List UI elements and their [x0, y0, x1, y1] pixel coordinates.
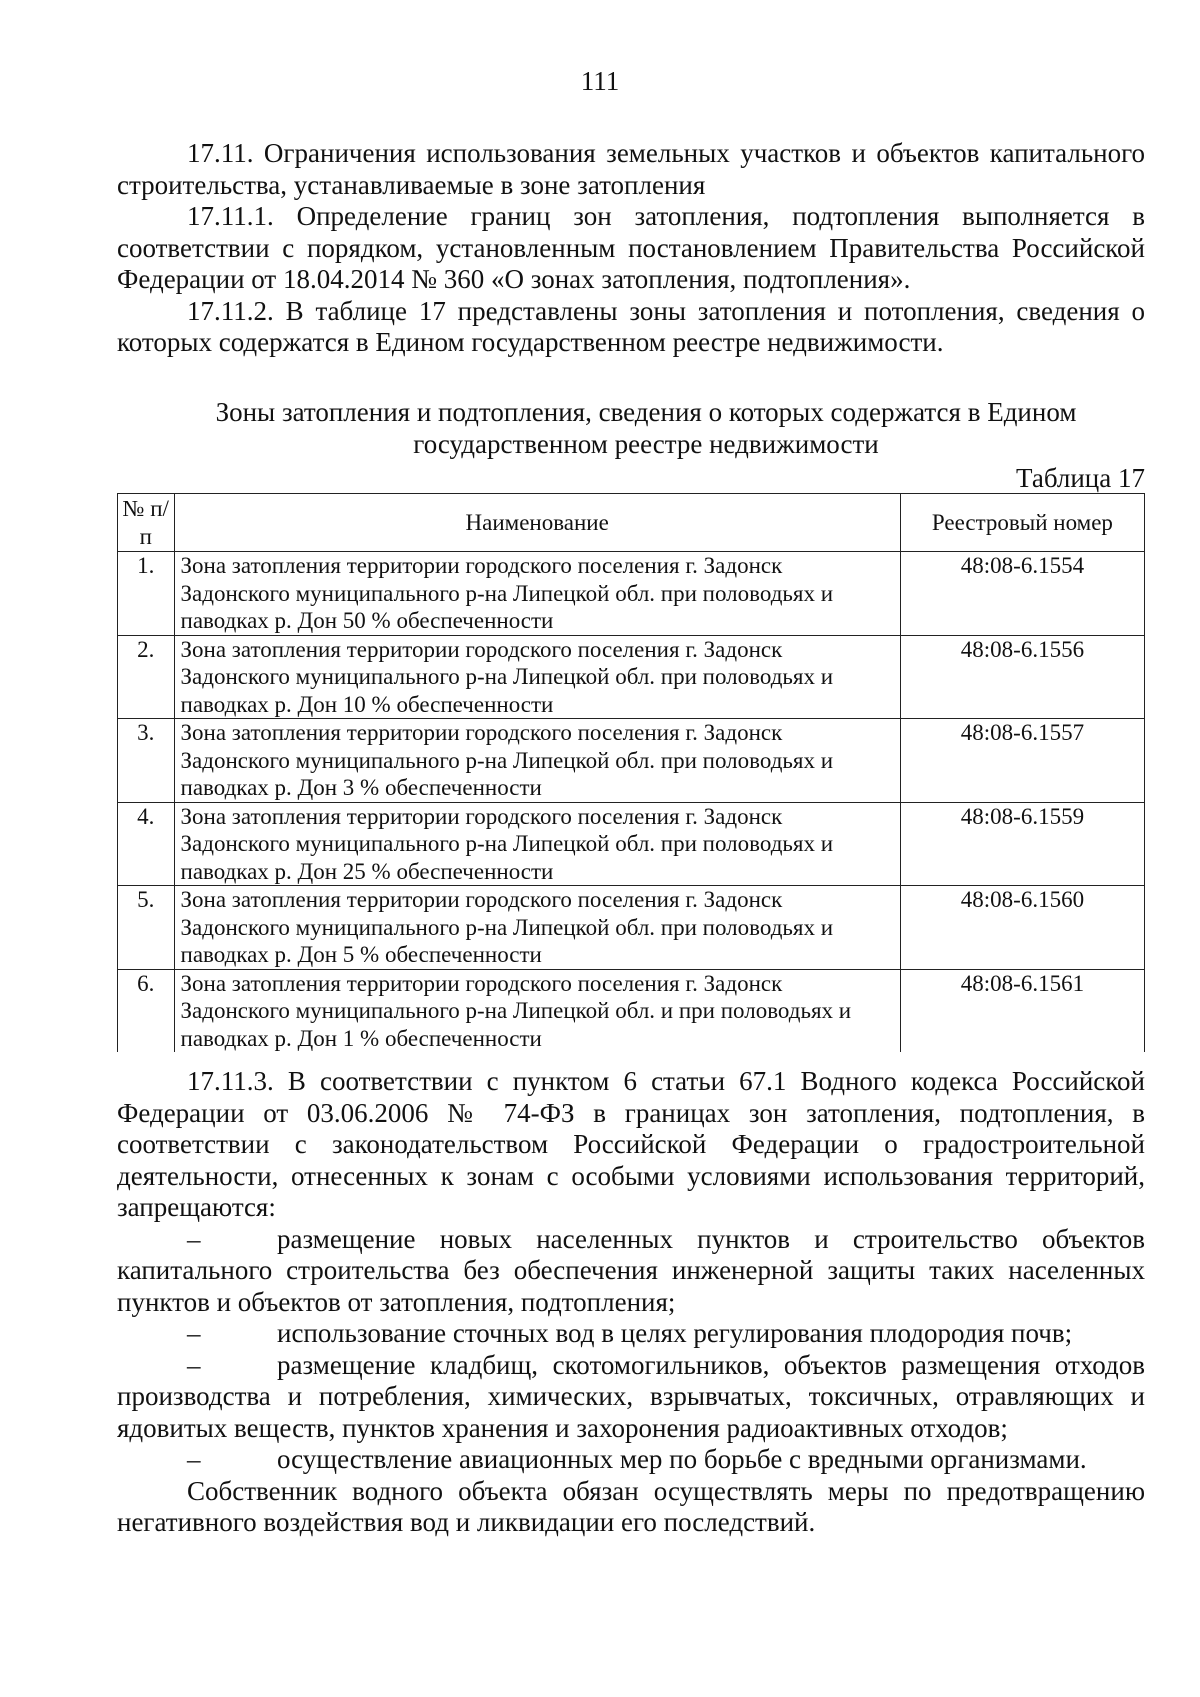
paragraph-17-11-2: 17.11.2. В таблице 17 представлены зоны затопления и потопления, сведения о которых содержатся в Едином государственном реестре недвижимости.: [117, 295, 1145, 357]
table-row: [118, 802, 1145, 886]
table-row: [118, 635, 1145, 719]
list-item-text: размещение кладбищ, скотомогильников, объектов размещения отходов производства и потребления, химических, взрывчатых, токсичных, отравляющих и ядовитых веществ, пунктов хранения и захоронения радиоактивных отходов;: [117, 1349, 1145, 1443]
row-registry-number: 48:08-6.1561: [900, 969, 1144, 1052]
row-num: 2.: [118, 635, 175, 719]
dash-marker: –: [187, 1223, 201, 1254]
row-num: 5.: [118, 886, 175, 970]
row-registry-number: 48:08-6.1559: [900, 802, 1144, 886]
row-name: Зона затопления территории городского поселения г. Задонск Задонского муниципального р-на Липецкой обл. при половодьях и паводках р. Дон 5 % обеспеченности: [174, 886, 900, 970]
row-name: Зона затопления территории городского поселения г. Задонск Задонского муниципального р-на Липецкой обл. и при половодьях и паводках р. Дон 1 % обеспеченности: [174, 969, 900, 1052]
table-label: Таблица 17: [1016, 463, 1145, 493]
row-name: Зона затопления территории городского поселения г. Задонск Задонского муниципального р-на Липецкой обл. при половодьях и паводках р. Дон 3 % обеспеченности: [174, 719, 900, 803]
list-item-text: размещение новых населенных пунктов и строительство объектов капитального строительства без обеспечения инженерной защиты таких населенных пунктов и объектов от затопления, подтопления;: [117, 1223, 1145, 1317]
header-registry-number: Реестровый номер: [900, 494, 1144, 552]
list-item: [117, 1350, 1145, 1445]
row-name: Зона затопления территории городского поселения г. Задонск Задонского муниципального р-на Липецкой обл. при половодьях и паводках р. Дон 10 % обеспеченности: [174, 635, 900, 719]
table-row: [118, 969, 1145, 1052]
row-registry-number: 48:08-6.1554: [900, 552, 1144, 636]
row-registry-number: 48:08-6.1556: [900, 635, 1144, 719]
list-item-text: осуществление авиационных мер по борьбе с вредными организмами.: [277, 1444, 1087, 1474]
row-num: 1.: [118, 552, 175, 636]
row-num: 3.: [118, 719, 175, 803]
section-intro: [117, 138, 1145, 359]
section-prohibitions: [117, 1066, 1145, 1539]
row-registry-number: 48:08-6.1560: [900, 886, 1144, 970]
list-item-text: использование сточных вод в целях регулирования плодородия почв;: [277, 1318, 1073, 1348]
flood-zones-table: [117, 493, 1145, 1052]
page-number: 111: [580, 66, 620, 96]
paragraph-17-11-1: 17.11.1. Определение границ зон затопления, подтопления выполняется в соответствии с порядком, установленным постановлением Правительства Российской Федерации от 18.04.2014 № 360 «О зонах затопления, подтопления».: [117, 201, 1145, 294]
row-name: Зона затопления территории городского поселения г. Задонск Задонского муниципального р-на Липецкой обл. при половодьях и паводках р. Дон 25 % обеспеченности: [174, 802, 900, 886]
list-item: [117, 1444, 1145, 1476]
row-name: Зона затопления территории городского поселения г. Задонск Задонского муниципального р-на Липецкой обл. при половодьях и паводках р. Дон 50 % обеспеченности: [174, 552, 900, 636]
header-num: № п/п: [118, 494, 175, 552]
paragraph-owner-obligation: Собственник водного объекта обязан осуществлять меры по предотвращению негативного воздействия вод и ликвидации его последствий.: [117, 1475, 1145, 1537]
table-caption: Зоны затопления и подтопления, сведения о которых содержатся в Едином государственном реестре недвижимости: [215, 397, 1077, 459]
table-row: [118, 552, 1145, 636]
paragraph-17-11-3: 17.11.3. В соответствии с пунктом 6 статьи 67.1 Водного кодекса Российской Федерации от 03.06.2006 № 74-ФЗ в границах зон затопления, подтопления, в соответствии с законодательством Российской Федерации о градостроительной деятельности, отнесенных к зонам с особыми условиями использования территорий, запрещаются:: [117, 1066, 1145, 1222]
table-header-row: [118, 494, 1145, 552]
section-heading: 17.11. Ограничения использования земельных участков и объектов капитального строительства, устанавливаемые в зоне затопления: [117, 138, 1145, 200]
table-row: [118, 886, 1145, 970]
header-name: Наименование: [174, 494, 900, 552]
dash-marker: –: [187, 1444, 201, 1474]
row-num: 6.: [118, 969, 175, 1052]
list-item: [117, 1224, 1145, 1319]
list-item: [117, 1318, 1145, 1350]
dash-marker: –: [187, 1349, 201, 1380]
dash-marker: –: [187, 1318, 201, 1348]
row-num: 4.: [118, 802, 175, 886]
table-row: [118, 719, 1145, 803]
row-registry-number: 48:08-6.1557: [900, 719, 1144, 803]
